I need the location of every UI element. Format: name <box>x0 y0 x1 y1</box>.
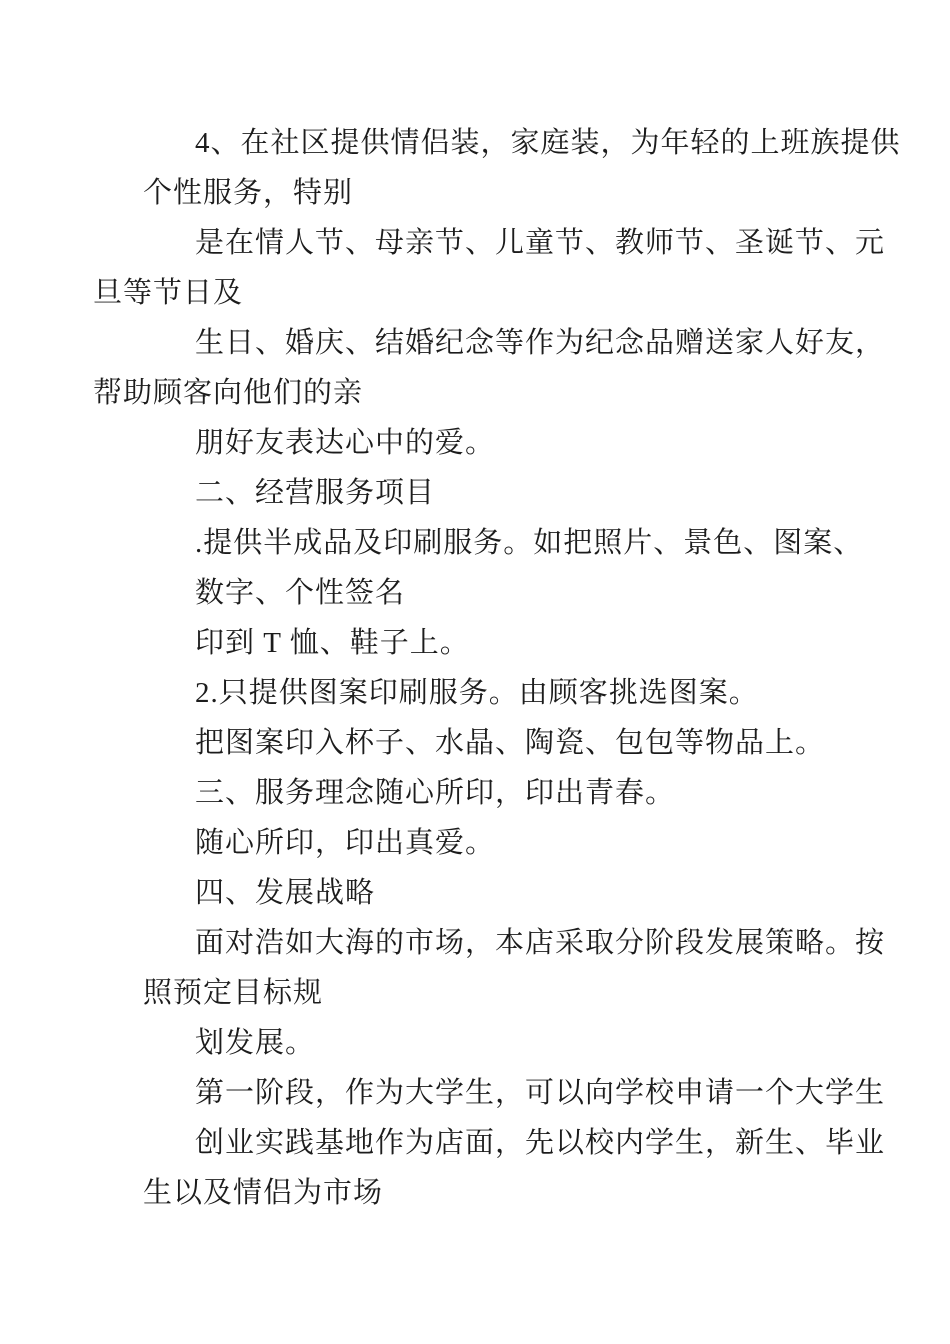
text-line: 把图案印入杯子、水晶、陶瓷、包包等物品上。 <box>195 727 826 759</box>
text-line: 印到 T 恤、鞋子上。 <box>195 627 470 659</box>
text-line: 三、服务理念随心所印，印出青春。 <box>195 777 676 809</box>
text-line: 第一阶段，作为大学生，可以向学校申请一个大学生 <box>195 1077 886 1109</box>
text-line: 4、在社区提供情侣装，家庭装，为年轻的上班族提供 <box>195 127 901 159</box>
document-text-block <box>93 118 901 1218</box>
text-line: 旦等节日及 <box>93 277 244 309</box>
text-line: 二、经营服务项目 <box>195 477 436 509</box>
text-line: 创业实践基地作为店面，先以校内学生，新生、毕业 <box>195 1127 886 1159</box>
text-line: 朋好友表达心中的爱。 <box>195 427 496 459</box>
text-line: 随心所印，印出真爱。 <box>195 827 496 859</box>
text-line: 生日、婚庆、结婚纪念等作为纪念品赠送家人好友， <box>195 327 886 359</box>
text-line: 2.只提供图案印刷服务。由顾客挑选图案。 <box>195 677 759 709</box>
text-line: 帮助顾客向他们的亲 <box>93 377 364 409</box>
text-line: 划发展。 <box>195 1027 316 1059</box>
text-line: 个性服务，特别 <box>143 177 354 209</box>
text-line: 照预定目标规 <box>143 977 324 1009</box>
text-line: 生以及情侣为市场 <box>143 1177 384 1209</box>
text-line: 四、发展战略 <box>195 877 376 909</box>
text-line: .提供半成品及印刷服务。如把照片、景色、图案、 <box>195 527 864 559</box>
text-line: 数字、个性签名 <box>195 577 406 609</box>
text-line: 面对浩如大海的市场，本店采取分阶段发展策略。按 <box>195 927 886 959</box>
text-line: 是在情人节、母亲节、儿童节、教师节、圣诞节、元 <box>195 227 886 259</box>
